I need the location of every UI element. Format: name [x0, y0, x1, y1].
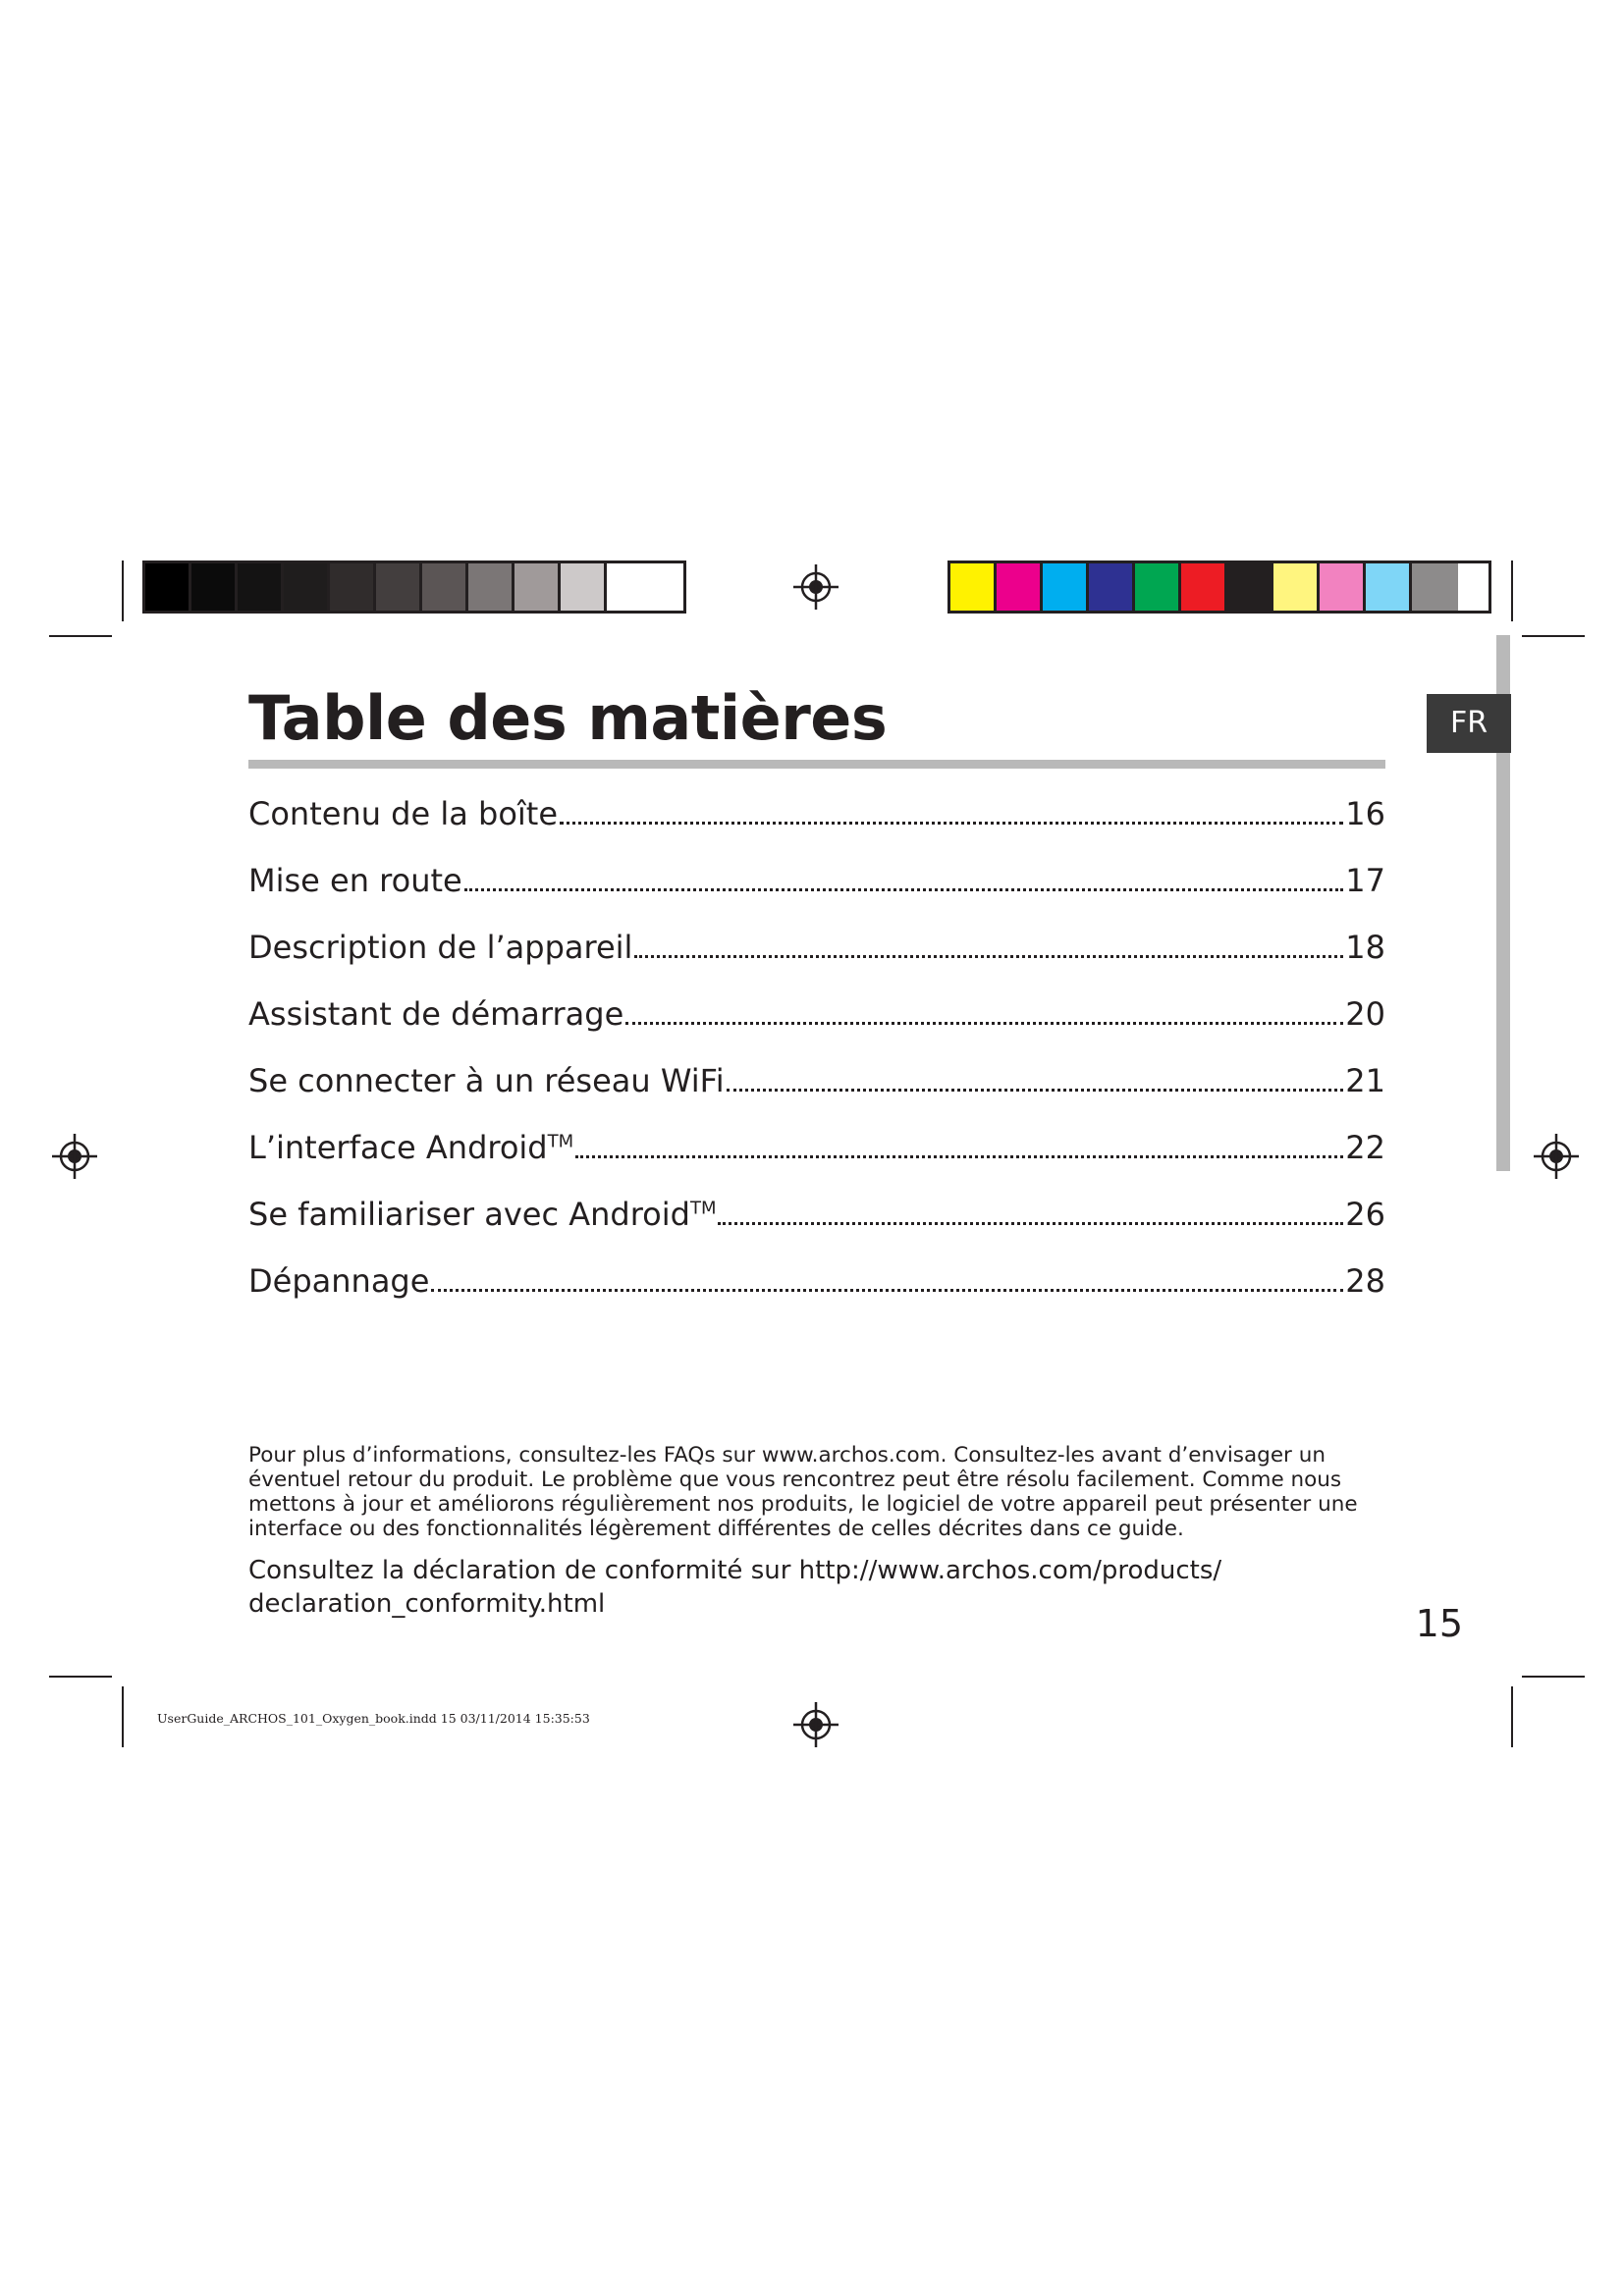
grayscale-calibration-bar	[142, 561, 686, 614]
toc-entry-page: 17	[1345, 862, 1385, 899]
toc-entry-label: Dépannage	[248, 1262, 430, 1300]
color-swatch	[1135, 563, 1181, 611]
color-swatch	[1181, 563, 1227, 611]
conformity-note: Consultez la déclaration de conformité sur http://www.archos.com/products/ declaration_conformity.html	[248, 1556, 1222, 1619]
toc-entry-page: 20	[1345, 995, 1385, 1033]
dot-leader	[431, 1289, 1343, 1292]
color-swatch	[950, 563, 997, 611]
grayscale-swatch	[376, 563, 422, 611]
print-slug: UserGuide_ARCHOS_101_Oxygen_book.indd 15 03/11/2014 15:35:53	[157, 1711, 590, 1726]
toc-entry-page: 21	[1345, 1062, 1385, 1099]
toc-entry	[248, 1181, 1385, 1248]
dot-leader	[625, 1022, 1343, 1025]
toc-entry-label: Mise en route	[248, 862, 462, 899]
toc-entry-label: Contenu de la boîte	[248, 795, 559, 832]
trademark-superscript: TM	[547, 1131, 574, 1152]
toc-entry	[248, 1114, 1385, 1181]
toc-entry-page: 26	[1345, 1196, 1385, 1233]
toc-entry-label: Se connecter à un réseau WiFi	[248, 1062, 725, 1099]
registration-mark-icon	[1534, 1134, 1579, 1179]
grayscale-swatch	[191, 563, 238, 611]
crop-mark-bottom-left-h	[49, 1676, 112, 1678]
registration-mark-icon	[793, 1702, 839, 1747]
title-underline	[248, 760, 1385, 769]
toc-entry	[248, 981, 1385, 1047]
toc-entry-label: Se familiariser avec Android™	[248, 1196, 717, 1233]
color-swatch	[1273, 563, 1320, 611]
dot-leader	[634, 955, 1343, 958]
grayscale-swatch	[330, 563, 376, 611]
color-calibration-bar	[947, 561, 1491, 614]
toc-entry	[248, 914, 1385, 981]
dot-leader	[727, 1089, 1344, 1092]
toc-entry	[248, 1248, 1385, 1314]
table-of-contents	[248, 780, 1385, 1314]
grayscale-swatch	[514, 563, 561, 611]
page-number: 15	[1415, 1602, 1463, 1645]
toc-entry-page: 28	[1345, 1262, 1385, 1300]
toc-entry-page: 16	[1345, 795, 1385, 832]
grayscale-swatch	[284, 563, 330, 611]
toc-entry-label: Assistant de démarrage	[248, 995, 624, 1033]
crop-mark-top-left	[122, 561, 124, 621]
registration-mark-icon	[52, 1134, 97, 1179]
page-title: Table des matières	[248, 682, 888, 754]
grayscale-swatch	[607, 563, 653, 611]
crop-mark-bottom-right-h	[1522, 1676, 1585, 1678]
color-swatch	[1320, 563, 1366, 611]
toc-entry	[248, 780, 1385, 847]
color-swatch	[1043, 563, 1089, 611]
dot-leader	[464, 888, 1344, 891]
crop-mark-bottom-right	[1511, 1686, 1513, 1747]
color-swatch	[1366, 563, 1412, 611]
grayscale-swatch	[145, 563, 191, 611]
crop-mark-top-right	[1511, 561, 1513, 621]
toc-entry-page: 22	[1345, 1129, 1385, 1166]
toc-entry-label: Description de l’appareil	[248, 929, 633, 966]
color-swatch	[997, 563, 1043, 611]
grayscale-swatch	[238, 563, 284, 611]
language-tab: FR	[1427, 694, 1511, 753]
color-swatch	[1227, 563, 1273, 611]
toc-entry	[248, 1047, 1385, 1114]
dot-leader	[575, 1155, 1343, 1158]
grayscale-swatch	[561, 563, 607, 611]
color-swatch	[1412, 563, 1458, 611]
crop-mark-bottom-left	[122, 1686, 124, 1747]
crop-mark-top-right-h	[1522, 635, 1585, 637]
toc-entry-page: 18	[1345, 929, 1385, 966]
trademark-superscript: TM	[689, 1198, 717, 1219]
dot-leader	[560, 822, 1343, 825]
crop-mark-top-left-h	[49, 635, 112, 637]
toc-entry-label: L’interface Android™	[248, 1129, 574, 1166]
color-swatch	[1089, 563, 1135, 611]
toc-entry	[248, 847, 1385, 914]
registration-mark-icon	[793, 564, 839, 610]
dot-leader	[718, 1222, 1343, 1225]
grayscale-swatch	[468, 563, 514, 611]
info-note: Pour plus d’informations, consultez-les FAQs sur www.archos.com. Consultez-les avant d’envisager un éventuel retour du produit. Le problème que vous rencontrez peut être résolu facilement. Comme nous mettons à jour et améliorons régulièrement nos produits, le logiciel de votre appareil peut présenter une interface ou des fonctionnalités légèrement différentes de celles décrites dans ce guide.	[248, 1443, 1358, 1541]
grayscale-swatch	[422, 563, 468, 611]
